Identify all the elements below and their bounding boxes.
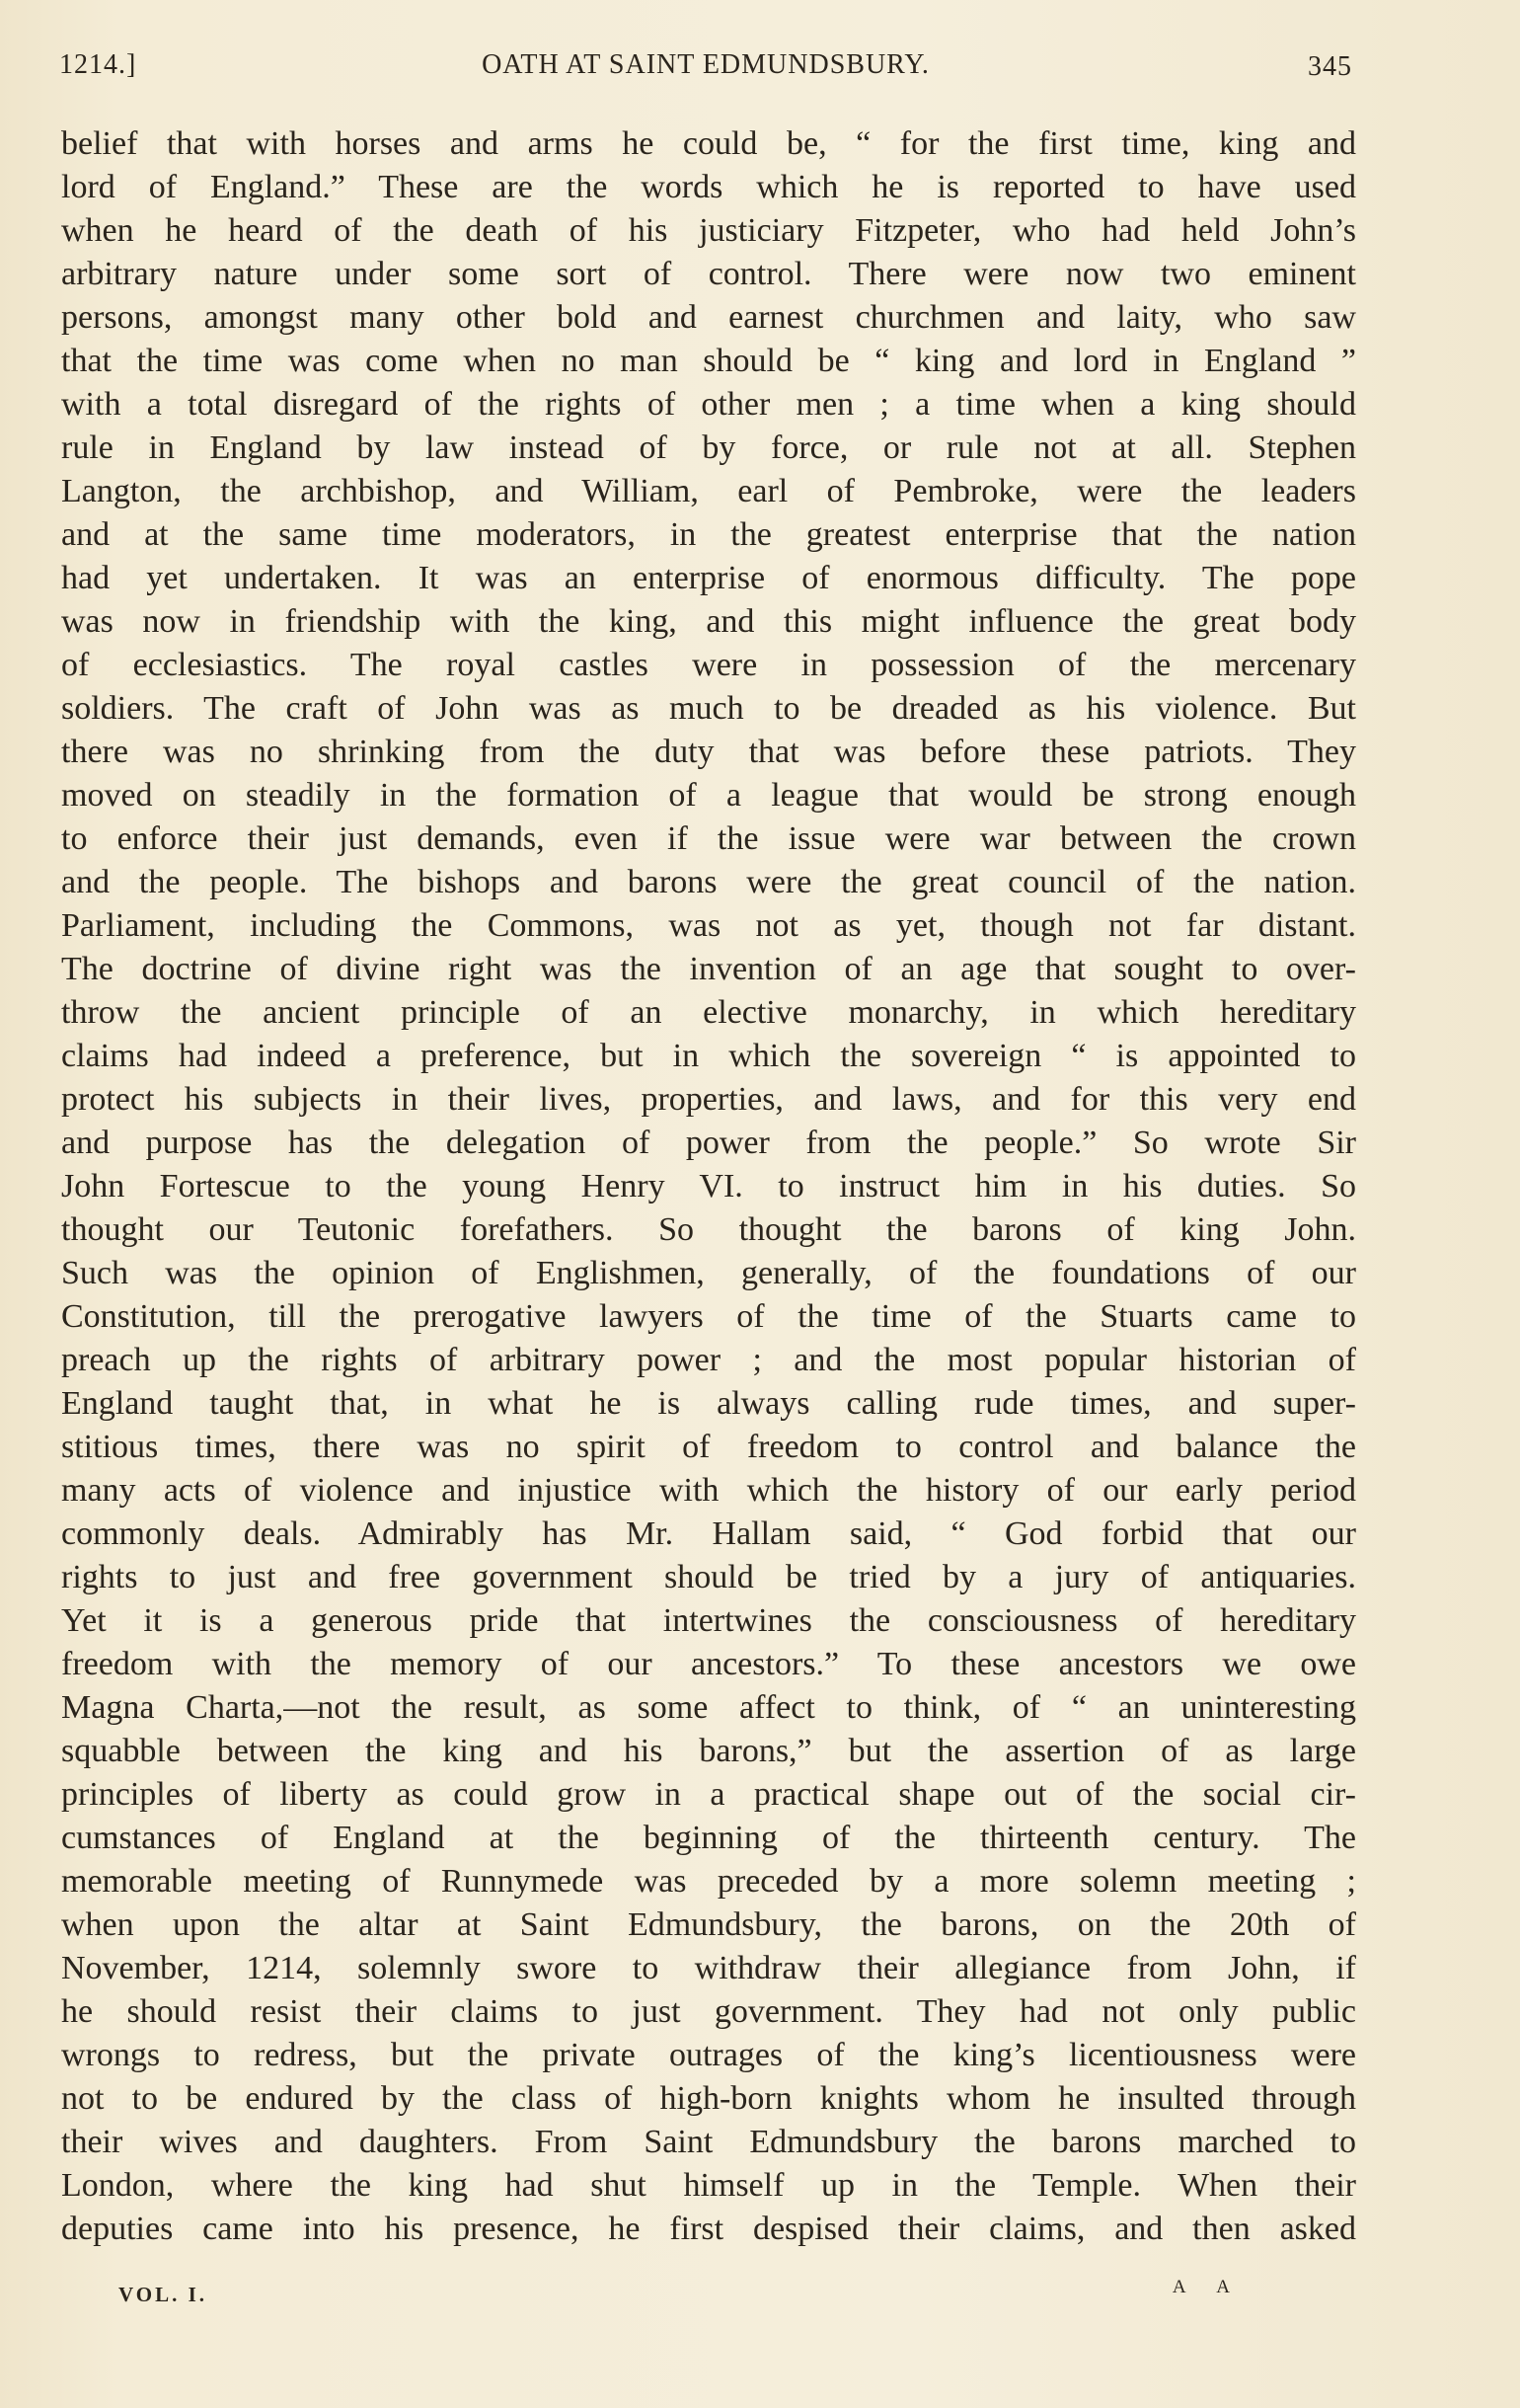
text-line: stitious times, there was no spirit of freedom to control and balance the [61, 1429, 1356, 1465]
text-line: Parliament, including the Commons, was not as yet, though not far distant. [61, 907, 1356, 944]
text-line: soldiers. The craft of John was as much to be dreaded as his violence. But [61, 690, 1356, 727]
text-line: deputies came into his presence, he first despised their claims, and then asked [61, 2211, 1356, 2247]
text-line: belief that with horses and arms he could be, “ for the first time, king and [61, 125, 1356, 162]
text-line: preach up the rights of arbitrary power ; and the most popular historian of [61, 1342, 1356, 1378]
text-line: wrongs to redress, but the private outrages of the king’s licentiousness were [61, 2037, 1356, 2073]
text-line: squabble between the king and his barons,” but the assertion of as large [61, 1733, 1356, 1769]
text-line: arbitrary nature under some sort of control. There were now two eminent [61, 256, 1356, 292]
text-line: thought our Teutonic forefathers. So thought the barons of king John. [61, 1211, 1356, 1248]
text-line: claims had indeed a preference, but in which the sovereign “ is appointed to [61, 1038, 1356, 1074]
text-line: with a total disregard of the rights of other men ; a time when a king should [61, 386, 1356, 423]
text-line: commonly deals. Admirably has Mr. Hallam said, “ God forbid that our [61, 1515, 1356, 1552]
text-line: Magna Charta,—not the result, as some affect to think, of “ an uninteresting [61, 1689, 1356, 1726]
text-line: November, 1214, solemnly swore to withdraw their allegiance from John, if [61, 1950, 1356, 1986]
text-line: many acts of violence and injustice with which the history of our early period [61, 1472, 1356, 1509]
text-line: Such was the opinion of Englishmen, generally, of the foundations of our [61, 1255, 1356, 1291]
text-line: not to be endured by the class of high-born knights whom he insulted through [61, 2080, 1356, 2117]
text-line: was now in friendship with the king, and this might influence the great body [61, 603, 1356, 640]
page-number: 345 [1308, 51, 1352, 82]
text-line: The doctrine of divine right was the invention of an age that sought to over- [61, 951, 1356, 987]
text-line: when he heard of the death of his justiciary Fitzpeter, who had held John’s [61, 212, 1356, 249]
running-header [59, 49, 1352, 99]
text-line: there was no shrinking from the duty that was before these patriots. They [61, 734, 1356, 770]
signature-mark: A A [1172, 2277, 1244, 2297]
text-line: freedom with the memory of our ancestors.” To these ancestors we owe [61, 1646, 1356, 1682]
header-year: 1214.] [59, 49, 137, 80]
text-line: John Fortescue to the young Henry VI. to instruct him in his duties. So [61, 1168, 1356, 1204]
text-line: Langton, the archbishop, and William, earl of Pembroke, were the leaders [61, 473, 1356, 509]
text-line: protect his subjects in their lives, properties, and laws, and for this very end [61, 1081, 1356, 1118]
text-line: Constitution, till the prerogative lawyers of the time of the Stuarts came to [61, 1298, 1356, 1335]
text-line: their wives and daughters. From Saint Edmundsbury the barons marched to [61, 2124, 1356, 2160]
text-line: lord of England.” These are the words which he is reported to have used [61, 169, 1356, 205]
text-line: when upon the altar at Saint Edmundsbury, the barons, on the 20th of [61, 1906, 1356, 1943]
text-line: had yet undertaken. It was an enterprise of enormous difficulty. The pope [61, 560, 1356, 596]
page-footer [118, 2277, 1244, 2316]
text-line: and at the same time moderators, in the greatest enterprise that the nation [61, 516, 1356, 553]
text-line: England taught that, in what he is always calling rude times, and super- [61, 1385, 1356, 1422]
text-line: persons, amongst many other bold and earnest churchmen and laity, who saw [61, 299, 1356, 336]
text-line: he should resist their claims to just government. They had not only public [61, 1993, 1356, 2030]
text-line: moved on steadily in the formation of a league that would be strong enough [61, 777, 1356, 814]
text-line: principles of liberty as could grow in a practical shape out of the social cir- [61, 1776, 1356, 1813]
text-line: cumstances of England at the beginning of the thirteenth century. The [61, 1820, 1356, 1856]
text-line: and purpose has the delegation of power from the people.” So wrote Sir [61, 1125, 1356, 1161]
text-line: of ecclesiastics. The royal castles were in possession of the mercenary [61, 647, 1356, 683]
text-line: London, where the king had shut himself up in the Temple. When their [61, 2167, 1356, 2204]
text-line: and the people. The bishops and barons were the great council of the nation. [61, 864, 1356, 900]
text-line: memorable meeting of Runnymede was preceded by a more solemn meeting ; [61, 1863, 1356, 1900]
text-line: Yet it is a generous pride that intertwines the consciousness of hereditary [61, 1602, 1356, 1639]
text-line: rights to just and free government should be tried by a jury of antiquaries. [61, 1559, 1356, 1595]
header-title: OATH AT SAINT EDMUNDSBURY. [482, 49, 930, 80]
text-line: to enforce their just demands, even if the issue were war between the crown [61, 820, 1356, 857]
body-text [61, 122, 1356, 2251]
text-line: throw the ancient principle of an elective monarchy, in which hereditary [61, 994, 1356, 1031]
text-line: rule in England by law instead of by force, or rule not at all. Stephen [61, 429, 1356, 466]
text-line: that the time was come when no man should be “ king and lord in England ” [61, 343, 1356, 379]
volume-mark: VOL. I. [118, 2283, 208, 2306]
